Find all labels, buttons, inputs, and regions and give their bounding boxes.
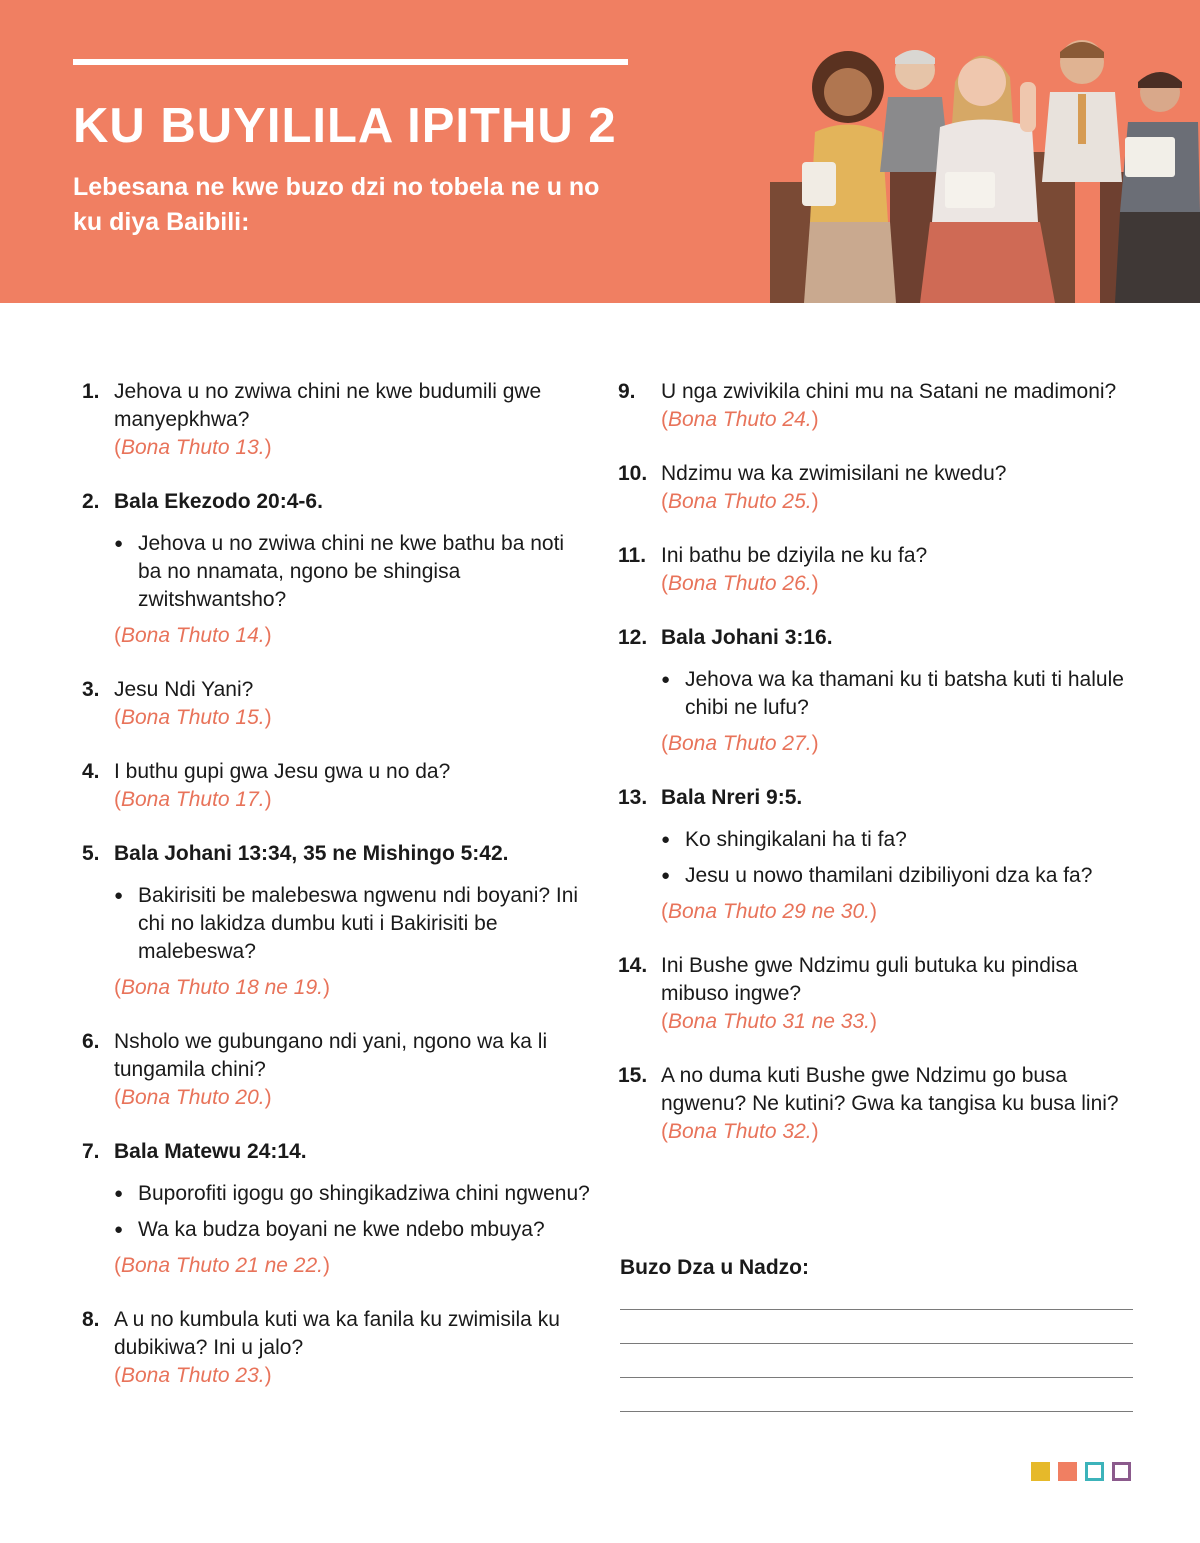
question-number: 5. bbox=[82, 842, 100, 865]
question-8 bbox=[82, 1306, 592, 1390]
page-subtitle: Lebesana ne kwe buzo dzi no tobela ne u no ku diya Baibili: bbox=[73, 173, 600, 236]
scripture-reading: Bala Johani 3:16. bbox=[661, 626, 833, 649]
bullet-question: ● Jesu u nowo thamilani dzibiliyoni dza ka fa? bbox=[661, 862, 1138, 890]
purple-outline-square-icon bbox=[1112, 1462, 1131, 1481]
question-text: A no duma kuti Bushe gwe Ndzimu go busa ngwenu? Ne kutini? Gwa ka tangisa ku busa lini? bbox=[661, 1064, 1119, 1115]
question-text: Jesu Ndi Yani? bbox=[114, 678, 254, 701]
study-reference: (Bona Thuto 27.) bbox=[661, 732, 819, 755]
bullet-list bbox=[114, 882, 592, 966]
question-text: Ndzimu wa ka zwimisilani ne kwedu? bbox=[661, 462, 1007, 485]
question-text: U nga zwivikila chini mu na Satani ne madimoni? bbox=[661, 380, 1117, 403]
answer-line[interactable] bbox=[620, 1411, 1133, 1412]
question-13 bbox=[618, 784, 1138, 926]
header-rule bbox=[73, 59, 628, 65]
scripture-reading: Bala Johani 13:34, 35 ne Mishingo 5:42. bbox=[114, 842, 509, 865]
question-number: 7. bbox=[82, 1140, 100, 1163]
study-reference: (Bona Thuto 24.) bbox=[661, 408, 819, 431]
answer-line[interactable] bbox=[620, 1377, 1133, 1378]
question-text: Ini bathu be dziyila ne ku fa? bbox=[661, 544, 928, 567]
page-title: KU BUYILILA IPITHU 2 bbox=[73, 99, 617, 153]
study-reference: (Bona Thuto 14.) bbox=[114, 624, 272, 647]
scripture-reading: Bala Nreri 9:5. bbox=[661, 786, 803, 809]
study-reference: (Bona Thuto 21 ne 22.) bbox=[114, 1254, 330, 1277]
questions-column-right bbox=[618, 378, 1138, 1172]
bullet-question: ● Wa ka budza boyani ne kwe ndebo mbuya? bbox=[114, 1216, 592, 1244]
question-text: Nsholo we gubungano ndi yani, ngono wa ka li tungamila chini? bbox=[114, 1030, 548, 1081]
question-10 bbox=[618, 460, 1138, 516]
question-number: 11. bbox=[618, 544, 647, 567]
study-reference: (Bona Thuto 17.) bbox=[114, 788, 272, 811]
question-number: 12. bbox=[618, 626, 648, 649]
question-number: 14. bbox=[618, 954, 648, 977]
study-reference: (Bona Thuto 15.) bbox=[114, 706, 272, 729]
question-number: 4. bbox=[82, 760, 100, 783]
question-3 bbox=[82, 676, 592, 732]
question-text: I buthu gupi gwa Jesu gwa u no da? bbox=[114, 760, 451, 783]
question-2 bbox=[82, 488, 592, 650]
question-9 bbox=[618, 378, 1138, 434]
question-number: 9. bbox=[618, 380, 636, 403]
bullet-list bbox=[114, 530, 592, 614]
teal-outline-square-icon bbox=[1085, 1462, 1104, 1481]
bullet-question: ● Buporofiti igogu go shingikadziwa chini ngwenu? bbox=[114, 1180, 592, 1208]
bullet-list bbox=[661, 666, 1138, 722]
question-15 bbox=[618, 1062, 1138, 1146]
question-number: 15. bbox=[618, 1064, 648, 1087]
study-reference: (Bona Thuto 13.) bbox=[114, 436, 272, 459]
answer-line[interactable] bbox=[620, 1343, 1133, 1344]
study-reference: (Bona Thuto 29 ne 30.) bbox=[661, 900, 877, 923]
yellow-square-icon bbox=[1031, 1462, 1050, 1481]
coral-square-icon bbox=[1058, 1462, 1077, 1481]
question-11 bbox=[618, 542, 1138, 598]
question-6 bbox=[82, 1028, 592, 1112]
study-reference: (Bona Thuto 26.) bbox=[661, 572, 819, 595]
question-text: A u no kumbula kuti wa ka fanila ku zwimisila ku dubikiwa? Ini u jalo? bbox=[114, 1308, 560, 1359]
audience-illustration bbox=[770, 22, 1200, 303]
own-questions-label: Buzo Dza u Nadzo: bbox=[620, 1256, 809, 1279]
study-reference: (Bona Thuto 18 ne 19.) bbox=[114, 976, 330, 999]
scripture-reading: Bala Matewu 24:14. bbox=[114, 1140, 307, 1163]
question-4 bbox=[82, 758, 592, 814]
study-reference: (Bona Thuto 20.) bbox=[114, 1086, 272, 1109]
header-banner bbox=[0, 0, 1200, 303]
bullet-list bbox=[661, 826, 1138, 890]
bullet-question: ● Bakirisiti be malebeswa ngwenu ndi boyani? Ini chi no lakidza dumbu kuti i Bakirisiti be malebeswa? bbox=[114, 882, 592, 966]
study-reference: (Bona Thuto 31 ne 33.) bbox=[661, 1010, 877, 1033]
bullet-question: ● Ko shingikalani ha ti fa? bbox=[661, 826, 1138, 854]
bullet-question: ● Jehova wa ka thamani ku ti batsha kuti ti halule chibi ne lufu? bbox=[661, 666, 1138, 722]
question-number: 3. bbox=[82, 678, 100, 701]
question-text: Ini Bushe gwe Ndzimu guli butuka ku pindisa mibuso ingwe? bbox=[661, 954, 1078, 1005]
scripture-reading: Bala Ekezodo 20:4-6. bbox=[114, 490, 323, 513]
questions-column-left bbox=[82, 378, 592, 1416]
question-text: Jehova u no zwiwa chini ne kwe budumili gwe manyepkhwa? bbox=[114, 380, 542, 431]
bullet-list bbox=[114, 1180, 592, 1244]
answer-line[interactable] bbox=[620, 1309, 1133, 1310]
question-14 bbox=[618, 952, 1138, 1036]
study-reference: (Bona Thuto 32.) bbox=[661, 1120, 819, 1143]
question-number: 1. bbox=[82, 380, 100, 403]
study-reference: (Bona Thuto 23.) bbox=[114, 1364, 272, 1387]
question-number: 2. bbox=[82, 490, 100, 513]
study-reference: (Bona Thuto 25.) bbox=[661, 490, 819, 513]
question-1 bbox=[82, 378, 592, 462]
question-number: 6. bbox=[82, 1030, 100, 1053]
bullet-question: ● Jehova u no zwiwa chini ne kwe bathu ba noti ba no nnamata, ngono be shingisa zwitshwantsho? bbox=[114, 530, 592, 614]
question-number: 8. bbox=[82, 1308, 100, 1331]
question-5 bbox=[82, 840, 592, 1002]
question-number: 10. bbox=[618, 462, 648, 485]
question-12 bbox=[618, 624, 1138, 758]
question-number: 13. bbox=[618, 786, 648, 809]
question-7 bbox=[82, 1138, 592, 1280]
